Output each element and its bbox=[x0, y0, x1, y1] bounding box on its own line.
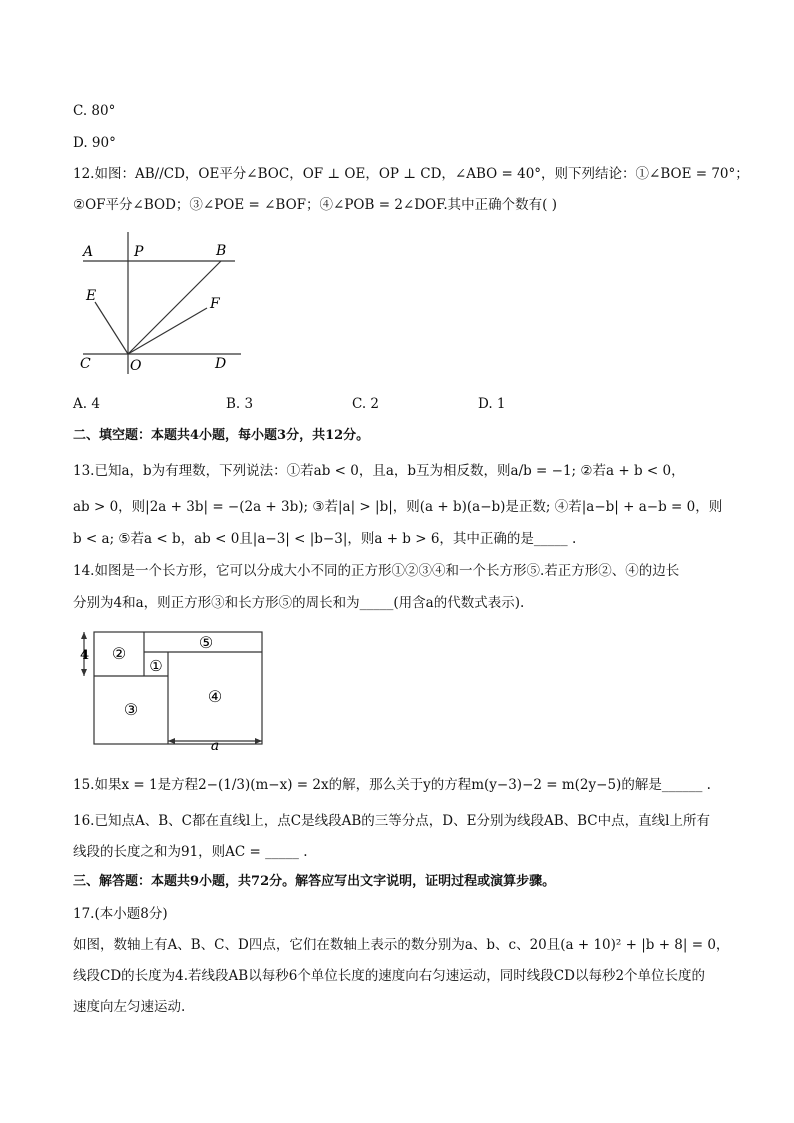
q13-line1: 13.已知a，b为有理数，下列说法：①若ab < 0，且a，b互为相反数，则a/b = −1; ②若a + b < 0， bbox=[73, 463, 685, 479]
q12-option-b: B. 3 bbox=[226, 396, 254, 412]
section-3-heading: 三、解答题：本题共9小题，共72分。解答应写出文字说明，证明过程或演算步骤。 bbox=[73, 874, 556, 889]
label-side-a: a bbox=[210, 738, 220, 752]
label-square-4: ④ bbox=[207, 687, 223, 706]
q13-line2: ab > 0，则|2a + 3b| = −(2a + 3b); ③若|a| > |b|，则(a + b)(a−b)是正数; ④若|a−b| + a−b = 0，则 bbox=[73, 499, 723, 515]
q17-header: 17.(本小题8分) bbox=[73, 906, 168, 922]
label-c: C bbox=[80, 356, 91, 372]
q16-line2: 线段的长度之和为91，则AC = _____ . bbox=[73, 844, 308, 860]
ray-ob bbox=[128, 261, 221, 354]
section-2-heading: 二、填空题：本题共4小题，每小题3分，共12分。 bbox=[73, 428, 370, 443]
label-e: E bbox=[86, 288, 97, 304]
label-square-2: ② bbox=[111, 644, 127, 663]
q12-option-c: C. 2 bbox=[352, 396, 380, 412]
q15-line1: 15.如果x = 1是方程2−(1/3)(m−x) = 2x的解，那么关于y的方程m(y−3)−2 = m(2y−5)的解是______ . bbox=[73, 777, 711, 793]
q12-option-a: A. 4 bbox=[73, 396, 100, 412]
q14-line1: 14.如图是一个长方形，它可以分成大小不同的正方形①②③④和一个长方形⑤.若正方形②、④的边长 bbox=[73, 563, 680, 579]
q13-line3: b < a; ⑤若a < b，ab < 0且|a−3| < |b−3|，则a + b > 6，其中正确的是_____ . bbox=[73, 531, 577, 547]
q14-figure bbox=[78, 628, 272, 752]
q11-option-c: C. 80° bbox=[73, 103, 116, 119]
q12-stem-line1: 12.如图：AB//CD，OE平分∠BOC，OF ⊥ OE，OP ⊥ CD，∠ABO = 40°，则下列结论：①∠BOE = 70°； bbox=[73, 166, 749, 182]
label-f: F bbox=[210, 296, 220, 312]
label-side-4: 4 bbox=[80, 648, 90, 663]
label-p: P bbox=[134, 244, 144, 260]
label-b: B bbox=[216, 243, 227, 259]
label-o: O bbox=[130, 358, 142, 374]
q12-option-d: D. 1 bbox=[478, 396, 506, 412]
ray-oe bbox=[95, 302, 128, 354]
label-square-3: ③ bbox=[123, 700, 139, 719]
q12-figure bbox=[73, 228, 243, 376]
q17-line3: 速度向左匀速运动. bbox=[73, 999, 186, 1015]
label-a: A bbox=[83, 244, 94, 260]
q16-line1: 16.已知点A、B、C都在直线l上，点C是线段AB的三等分点，D、E分别为线段AB、BC中点，直线l上所有 bbox=[73, 813, 710, 829]
q14-line2: 分别为4和a，则正方形③和长方形⑤的周长和为_____(用含a的代数式表示). bbox=[73, 595, 525, 611]
label-d: D bbox=[215, 356, 227, 372]
label-square-1: ① bbox=[149, 657, 163, 675]
q11-option-d: D. 90° bbox=[73, 135, 116, 151]
q17-line2: 线段CD的长度为4.若线段AB以每秒6个单位长度的速度向右匀速运动，同时线段CD以每秒2个单位长度的 bbox=[73, 968, 706, 984]
q17-line1: 如图，数轴上有A、B、C、D四点，它们在数轴上表示的数分别为a、b、c、20且(a + 10)² + |b + 8| = 0， bbox=[73, 937, 730, 953]
q12-stem-line2: ②OF平分∠BOD；③∠POE = ∠BOF；④∠POB = 2∠DOF.其中正确个数有( ) bbox=[73, 197, 557, 213]
label-rect-5: ⑤ bbox=[198, 633, 214, 652]
